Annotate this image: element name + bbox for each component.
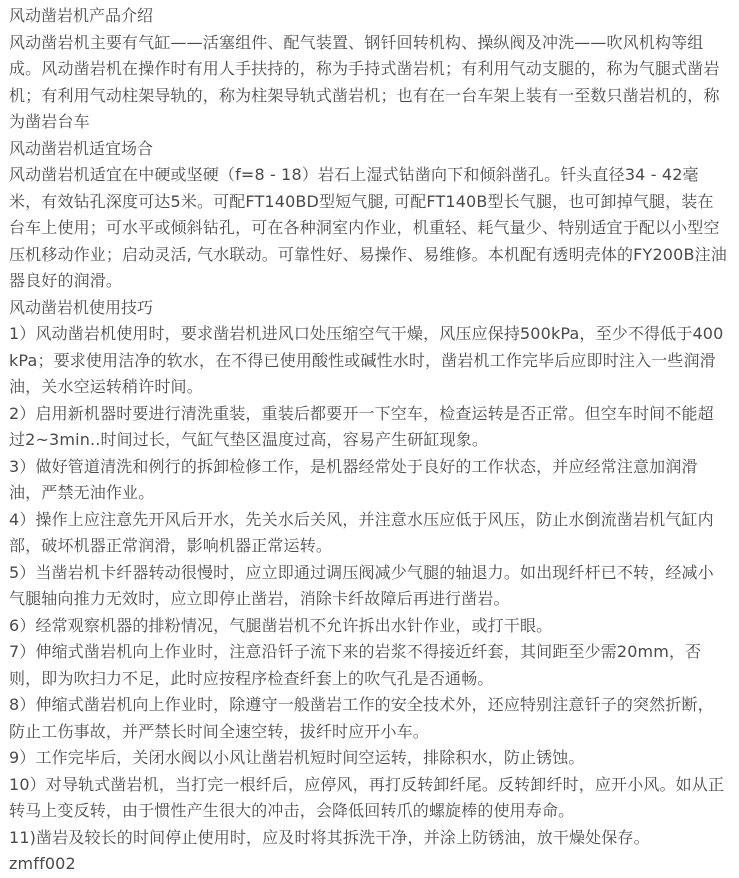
tip-item-11: 11)凿岩及较长的时间停止使用时，应及时将其拆洗干净，并涂上防锈油，放干燥处保存。 [9,827,650,847]
article-title: 风动凿岩机产品介绍 [9,6,154,25]
tip-item-10: 10）对导轨式凿岩机，当打完一根纤后，应停风，再打反转卸纤尾。反转卸纤时，应开小风。如从正转马上变反转，由于惯性产生很大的冲击，会降低回转爪的螺旋棒的使用寿命。 [9,774,725,820]
tip-item-2: 2）启用新机器时要进行清洗重装，重装后都要开一下空车，检查运转是否正常。但空车时间不能超过2~3min..时间过长，气缸气垫区温度过高，容易产生研缸现象。 [9,403,714,449]
intro-paragraph: 风动凿岩机主要有气缸——活塞组件、配气装置、钢钎回转机构、操纵阀及冲洗——吹风机构等组成。风动凿岩机在操作时有用人手扶持的，称为手持式凿岩机；有利用气动支腿的，称为气腿式凿岩机；有利用气动柱架导轨的，称为柱架导轨式凿岩机；也有在一台车架上装有一至数只凿岩机的，称为凿岩台车 [9,32,720,131]
tip-item-1: 1）风动凿岩机使用时，要求凿岩机进风口处压缩空气干燥，风压应保持500kPa，至少不得低于400kPa；要求使用洁净的软水，在不得已使用酸性或碱性水时，凿岩机工作完毕后应即时注入一些润滑油，关水空运转稍许时间。 [9,324,724,396]
tip-item-4: 4）操作上应注意先开风后开水，先关水后关风，并注意水压应低于风压，防止水倒流凿岩机气缸内部，破坏机器正常润滑，影响机器正常运转。 [9,509,714,555]
tip-item-9: 9）工作完毕后，关闭水阀以小风让凿岩机短时间空运转，排除积水，防止锈蚀。 [9,748,585,767]
tip-item-3: 3）做好管道清洗和例行的拆卸检修工作，是机器经常处于良好的工作状态，并应经常注意加润滑油，严禁无油作业。 [9,456,698,502]
tip-item-6: 6）经常观察机器的排粉情况，气腿凿岩机不允许拆出水针作业，或打干眼。 [9,615,553,635]
tip-item-8: 8）伸缩式凿岩机向上作业时，除遵守一般凿岩工作的安全技术外，还应特别注意钎子的突然折断，防止工伤事故，并严禁长时间全速空转，拔纤时应开小车。 [9,695,714,741]
tips-heading: 风动凿岩机使用技巧 [9,297,154,317]
tip-item-7: 7）伸缩式凿岩机向上作业时，注意沿钎子流下来的岩浆不得接近纤套，其间距至少需20mm，否则，即为吹扫力不足，此时应按程序检查纤套上的吹气孔是否通畅。 [9,642,702,688]
tip-item-5: 5）当凿岩机卡纤器转动很慢时，应立即通过调压阀减少气腿的轴退力。如出现纤杆已不转，经减小气腿轴向推力无效时，应立即停止凿岩，消除卡纤故障后再进行凿岩。 [9,562,714,608]
applicable-paragraph: 风动凿岩机适宜在中硬或坚硬（f=8 - 18）岩石上湿式钻凿向下和倾斜凿孔。钎头直径34 - 42毫米，有效钻孔深度可达5米。可配FT140BD型短气腿, 可配FT140B型长气腿，也可卸掉气腿，装在台车上使用；可水平或倾斜钻孔，可在各种洞室内作业，机重轻、耗气量少、特别适宜于配以小型空压机移动作业；启动灵活, 气水联动。可靠性好、易操作、易维修。本机配有透明壳体的FY200B注油器良好的润滑。 [9,165,727,290]
applicable-heading: 风动凿岩机适宜场合 [9,138,154,158]
footer-code: zmff002 [9,854,76,873]
